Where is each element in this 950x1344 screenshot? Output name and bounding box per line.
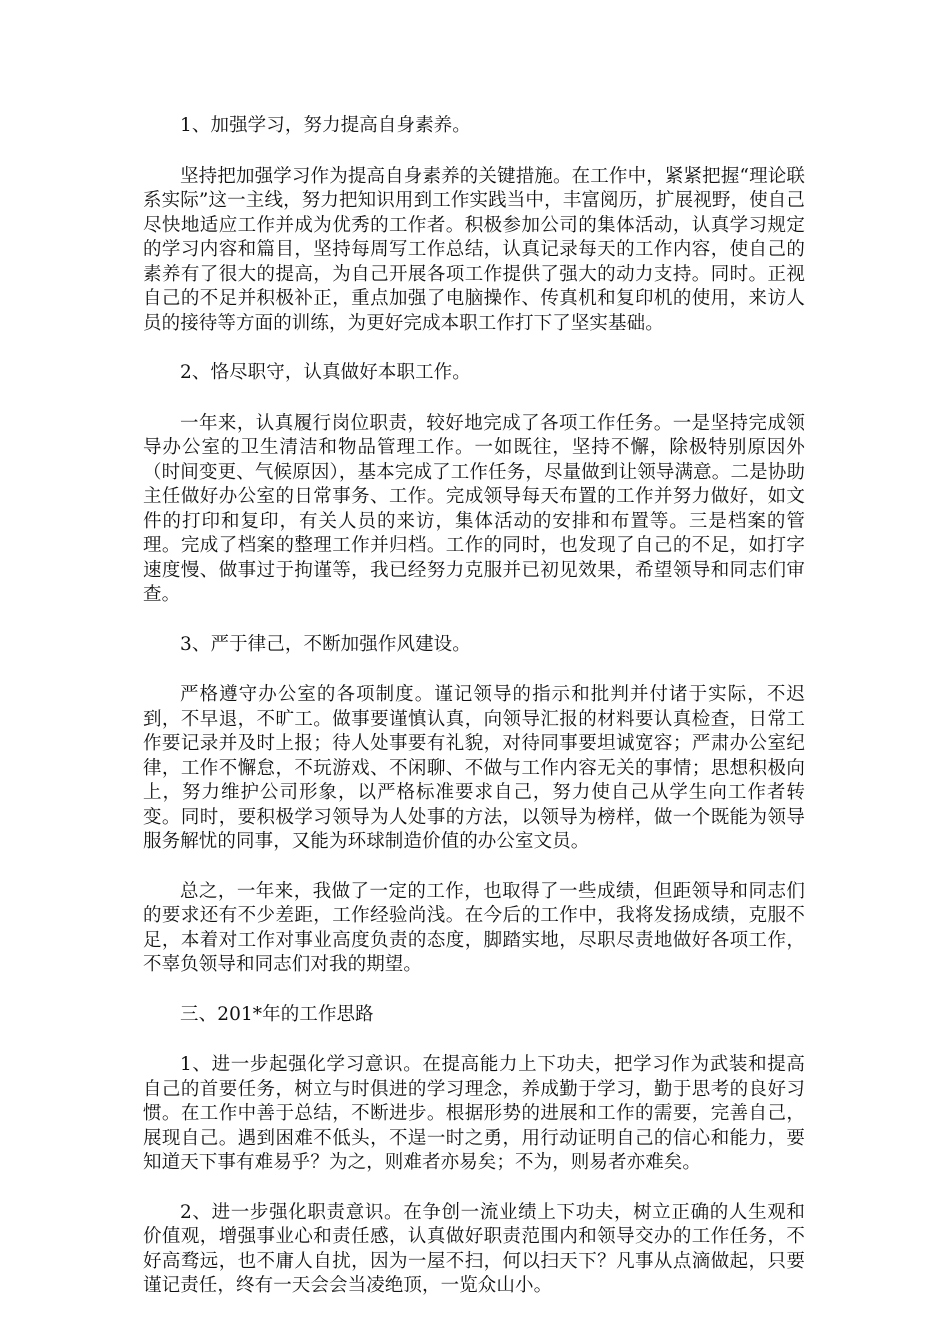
document-body bbox=[143, 114, 805, 1324]
paragraph-discipline: 严格遵守办公室的各项制度。谨记领导的指示和批判并付诸于实际，不迟到，不早退，不旷工。做事要谨慎认真，向领导汇报的材料要认真检查，日常工作要记录并及时上报；待人处事要有礼貌，对待同事要坦诚宽容；严肃办公室纪律，工作不懈怠，不玩游戏、不闲聊、不做与工作内容无关的事情；思想积极向上，努力维护公司形象，以严格标准要求自己，努力使自己从学生向工作者转变。同时，要积极学习领导为人处事的方法，以领导为榜样，做一个既能为领导服务解忧的同事，又能为环球制造价值的办公室文员。 bbox=[143, 684, 805, 852]
paragraph-summary: 总之，一年来，我做了一定的工作，也取得了一些成绩，但距领导和同志们的要求还有不少差距，工作经验尚浅。在今后的工作中，我将发扬成绩，克服不足，本着对工作对事业高度负责的态度，脚踏实地，尽职尽责地做好各项工作，不辜负领导和同志们对我的期望。 bbox=[143, 880, 805, 975]
paragraph-plan-learning: 1、进一步起强化学习意识。在提高能力上下功夫，把学习作为武装和提高自己的首要任务，树立与时俱进的学习理念，养成勤于学习，勤于思考的良好习惯。在工作中善于总结，不断进步。根据形势的进展和工作的需要，完善自己，展现自己。遇到困难不低头，不逞一时之勇，用行动证明自己的信心和能力，要知道天下事有难易乎？为之，则难者亦易矣；不为，则易者亦难矣。 bbox=[143, 1054, 805, 1173]
paragraph-study: 坚持把加强学习作为提高自身素养的关键措施。在工作中，紧紧把握“理论联系实际”这一主线，努力把知识用到工作实践当中，丰富阅历，扩展视野，使自己尽快地适应工作并成为优秀的工作者。积极参加公司的集体活动，认真学习规定的学习内容和篇目，坚持每周写工作总结，认真记录每天的工作内容，使自己的素养有了很大的提高，为自己开展各项工作提供了强大的动力支持。同时。正视自己的不足并积极补正，重点加强了电脑操作、传真机和复印机的使用，来访人员的接待等方面的训练，为更好完成本职工作打下了坚实基础。 bbox=[143, 165, 805, 334]
paragraph-plan-responsibility: 2、进一步强化职责意识。在争创一流业绩上下功夫，树立正确的人生观和价值观，增强事业心和责任感，认真做好职责范围内和领导交办的工作任务，不好高骛远，也不庸人自扰，因为一屋不扫，何以扫天下？凡事从点滴做起，只要谨记责任，终有一天会会当凌绝顶，一览众山小。 bbox=[143, 1201, 805, 1296]
paragraph-duty: 一年来，认真履行岗位职责，较好地完成了各项工作任务。一是坚持完成领导办公室的卫生清洁和物品管理工作。一如既往，坚持不懈，除极特别原因外（时间变更、气候原因），基本完成了工作任务，尽量做到让领导满意。二是协助主任做好办公室的日常事务、工作。完成领导每天布置的工作并努力做好，如文件的打印和复印，有关人员的来访，集体活动的安排和布置等。三是档案的管理。完成了档案的整理工作并归档。工作的同时，也发现了自己的不足，如打字速度慢、做事过于拘谨等，我已经努力克服并已初见效果，希望领导和同志们审查。 bbox=[143, 412, 805, 605]
section-heading-plan: 三、201*年的工作思路 bbox=[180, 1003, 374, 1025]
section-heading-duty: 2、恪尽职守，认真做好本职工作。 bbox=[180, 362, 471, 383]
section-heading-discipline: 3、严于律己，不断加强作风建设。 bbox=[180, 633, 471, 655]
section-heading-study: 1、加强学习，努力提高自身素养。 bbox=[180, 115, 471, 136]
